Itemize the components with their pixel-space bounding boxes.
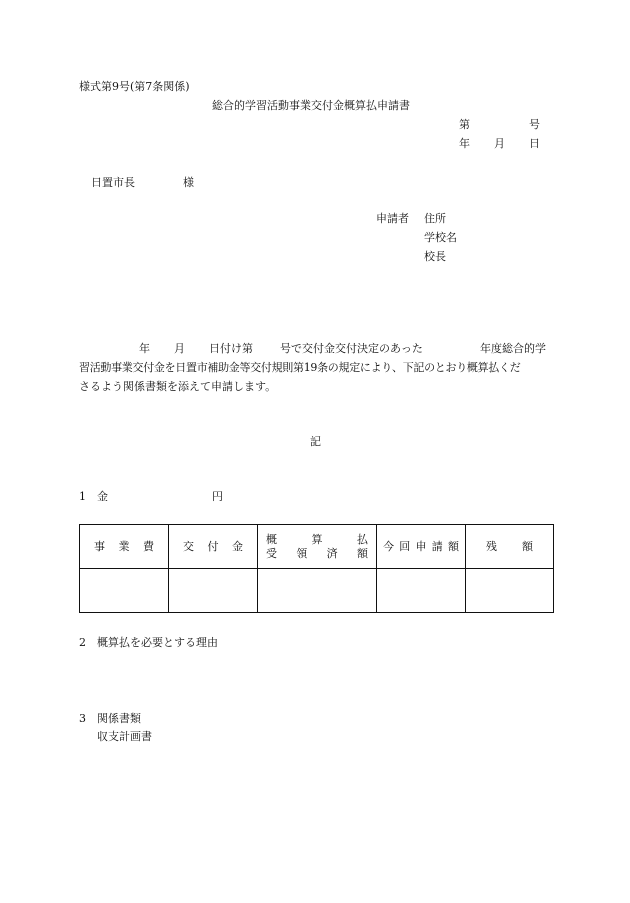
item3-number: 3 [79, 712, 86, 725]
body-date-no: 日付け第 [209, 342, 253, 355]
header-balance: 残 額 [466, 525, 554, 569]
table-row [80, 569, 554, 613]
item2-number: 2 [79, 636, 86, 649]
item3-sub: 収支計画書 [97, 730, 152, 743]
body-month: 月 [174, 342, 185, 355]
applicant-label: 申請者 [376, 212, 409, 225]
date-month: 月 [494, 137, 505, 150]
applicant-school-label: 学校名 [424, 231, 457, 244]
doc-number-prefix: 第 [459, 118, 470, 131]
header-advance-bottom: 受 領 済 額 [266, 546, 368, 560]
body-line1-rest: 号で交付金交付決定のあった [280, 342, 423, 355]
body-line3: さるよう関係書類を添えて申請します。 [79, 380, 277, 393]
header-current-request: 今 回 申 請 額 [377, 525, 466, 569]
item1-label: 金 [97, 490, 108, 503]
amounts-table [79, 524, 554, 613]
item2-label: 概算払を必要とする理由 [97, 636, 218, 649]
item1-unit: 円 [212, 490, 223, 503]
document-title: 総合的学習活動事業交付金概算払申請書 [212, 99, 410, 112]
body-line2: 習活動事業交付金を日置市補助金等交付規則第19条の規定により、下記のとおり概算払くだ [79, 361, 521, 374]
form-number: 様式第9号(第7条関係) [79, 80, 190, 93]
addressee-name: 日置市長 [91, 176, 135, 189]
header-advance-top: 概 算 払 [266, 532, 368, 546]
header-grant-amount: 交 付 金 [169, 525, 258, 569]
body-year: 年 [139, 342, 150, 355]
applicant-address-label: 住所 [424, 212, 446, 225]
cell-balance[interactable] [466, 569, 554, 613]
cell-advance-received[interactable] [258, 569, 377, 613]
body-fiscal: 年度総合的学 [480, 342, 546, 355]
item1-number: 1 [79, 490, 86, 503]
header-advance-received [258, 525, 377, 569]
addressee-honorific: 様 [183, 176, 194, 189]
cell-current-request[interactable] [377, 569, 466, 613]
table-header-row [80, 525, 554, 569]
header-project-cost: 事 業 費 [80, 525, 169, 569]
cell-grant-amount[interactable] [169, 569, 258, 613]
item3-label: 関係書類 [97, 712, 141, 725]
cell-project-cost[interactable] [80, 569, 169, 613]
date-year: 年 [459, 137, 470, 150]
ki-heading: 記 [310, 435, 321, 448]
doc-number-suffix: 号 [529, 118, 540, 131]
date-day: 日 [529, 137, 540, 150]
applicant-principal-label: 校長 [424, 250, 446, 263]
